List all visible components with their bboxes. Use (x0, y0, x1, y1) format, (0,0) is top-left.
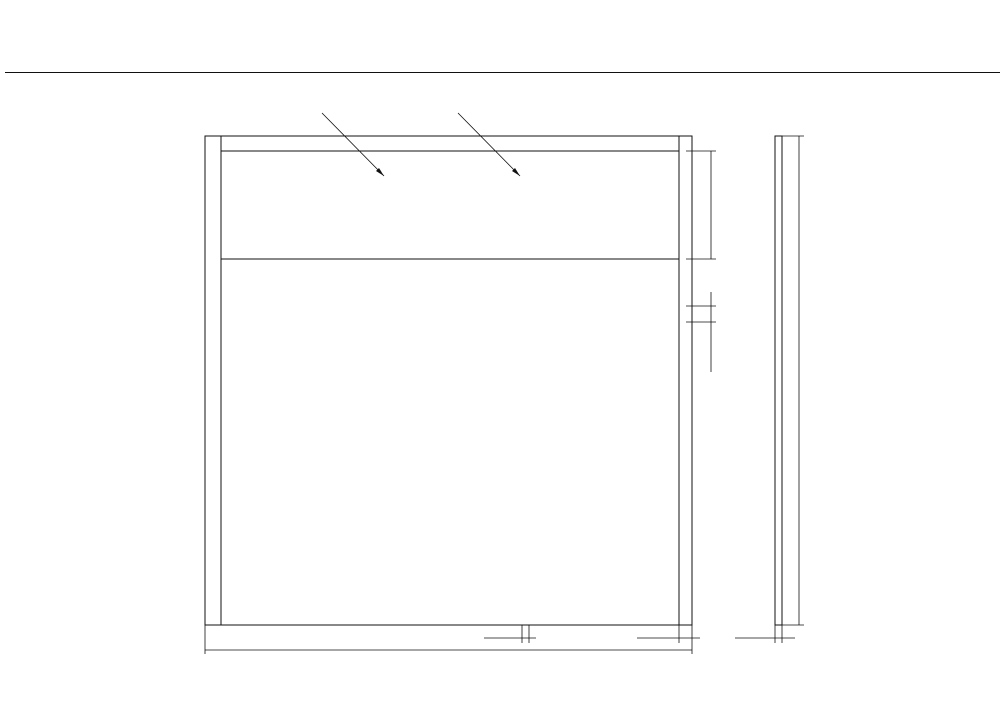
right-post (679, 136, 692, 625)
side-view-panel (775, 136, 782, 625)
fence-panel (205, 136, 782, 625)
leader-60 (322, 113, 384, 176)
dimension-lines (205, 113, 804, 654)
leader-100 (458, 113, 520, 176)
left-post (205, 136, 221, 625)
dimension-ticks (376, 168, 520, 176)
